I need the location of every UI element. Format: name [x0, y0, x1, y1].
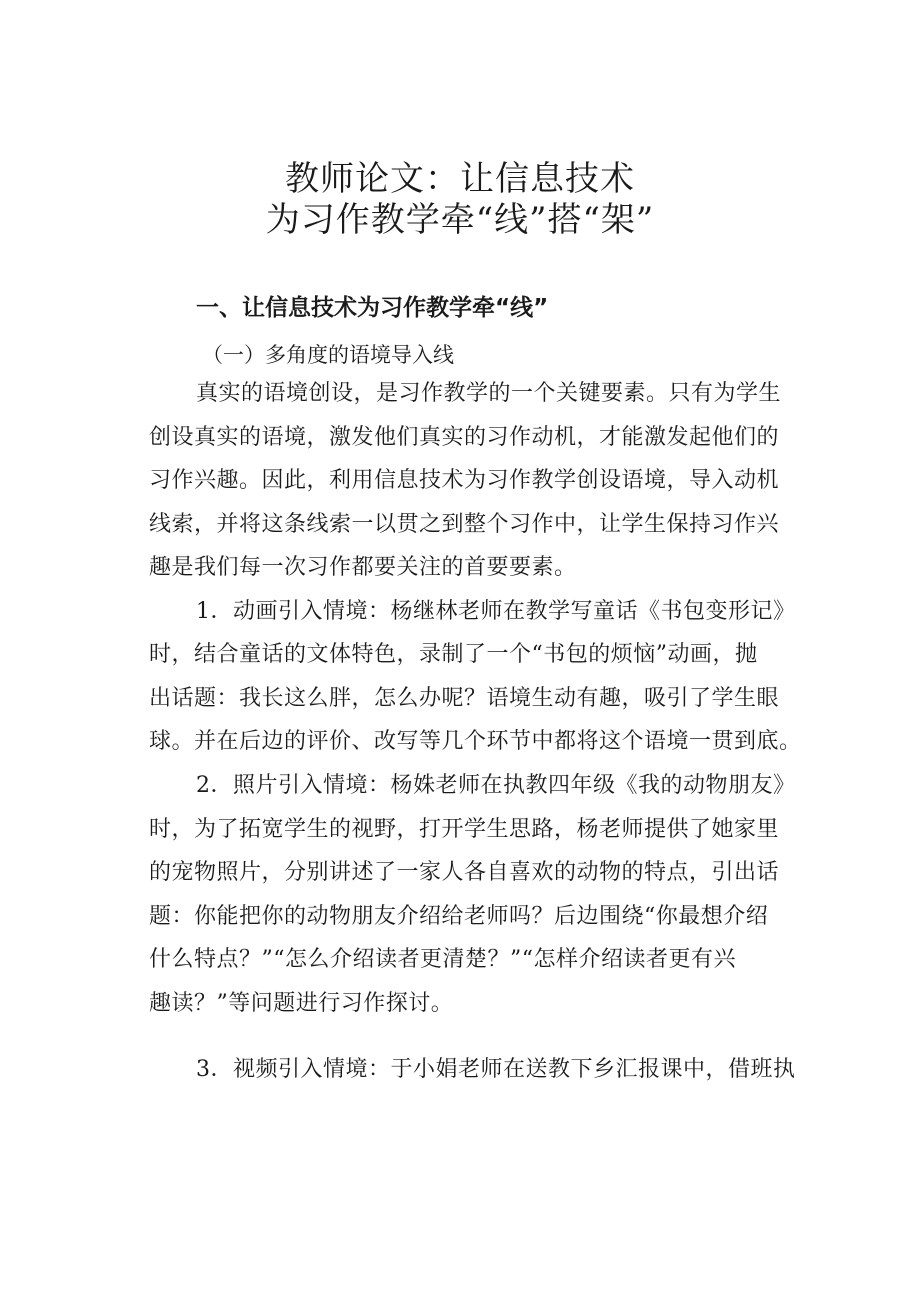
- paragraph-line: 题：你能把你的动物朋友介绍给老师吗？后边围绕“你最想介绍: [149, 904, 769, 929]
- document-title-line-2: 为习作教学牵“线”搭“架”: [265, 200, 655, 240]
- paragraph-line: 3．视频引入情境：于小娟老师在送教下乡汇报课中，借班执: [196, 1057, 796, 1082]
- paragraph-line: 2．照片引入情境：杨姝老师在执教四年级《我的动物朋友》: [196, 773, 796, 798]
- paragraph-line: 出话题：我长这么胖，怎么办呢？语境生动有趣，吸引了学生眼: [149, 686, 780, 711]
- paragraph-line: 线索，并将这条线索一以贯之到整个习作中，让学生保持习作兴: [149, 512, 780, 537]
- document-title-line-1: 教师论文：让信息技术: [285, 159, 635, 199]
- paragraph-line: 什么特点？”“怎么介绍读者更清楚？”“怎样介绍读者更有兴: [149, 947, 736, 972]
- paragraph-line: 趣读？”等问题进行习作探讨。: [149, 991, 454, 1016]
- paragraph-line: 球。并在后边的评价、改写等几个环节中都将这个语境一贯到底。: [149, 729, 802, 754]
- section-heading: 一、让信息技术为习作教学牵“线”: [196, 295, 549, 321]
- paragraph-line: 习作兴趣。因此，利用信息技术为习作教学创设语境，导入动机: [149, 468, 780, 493]
- paragraph-line: 时，为了拓宽学生的视野，打开学生思路，杨老师提供了她家里: [149, 817, 780, 842]
- paragraph-line: 的宠物照片，分别讲述了一家人各自喜欢的动物的特点，引出话: [149, 860, 780, 885]
- paragraph-line: 创设真实的语境，激发他们真实的习作动机，才能激发起他们的: [149, 425, 780, 450]
- paragraph-line: 趣是我们每一次习作都要关注的首要要素。: [149, 555, 577, 580]
- subsection-heading: （一）多角度的语境导入线: [202, 343, 454, 367]
- paragraph-line: 真实的语境创设，是习作教学的一个关键要素。只有为学生: [196, 381, 782, 406]
- paragraph-line: 时，结合童话的文体特色，录制了一个“书包的烦恼”动画，抛: [149, 642, 758, 667]
- paragraph-line: 1．动画引入情境：杨继林老师在教学写童话《书包变形记》: [196, 599, 796, 624]
